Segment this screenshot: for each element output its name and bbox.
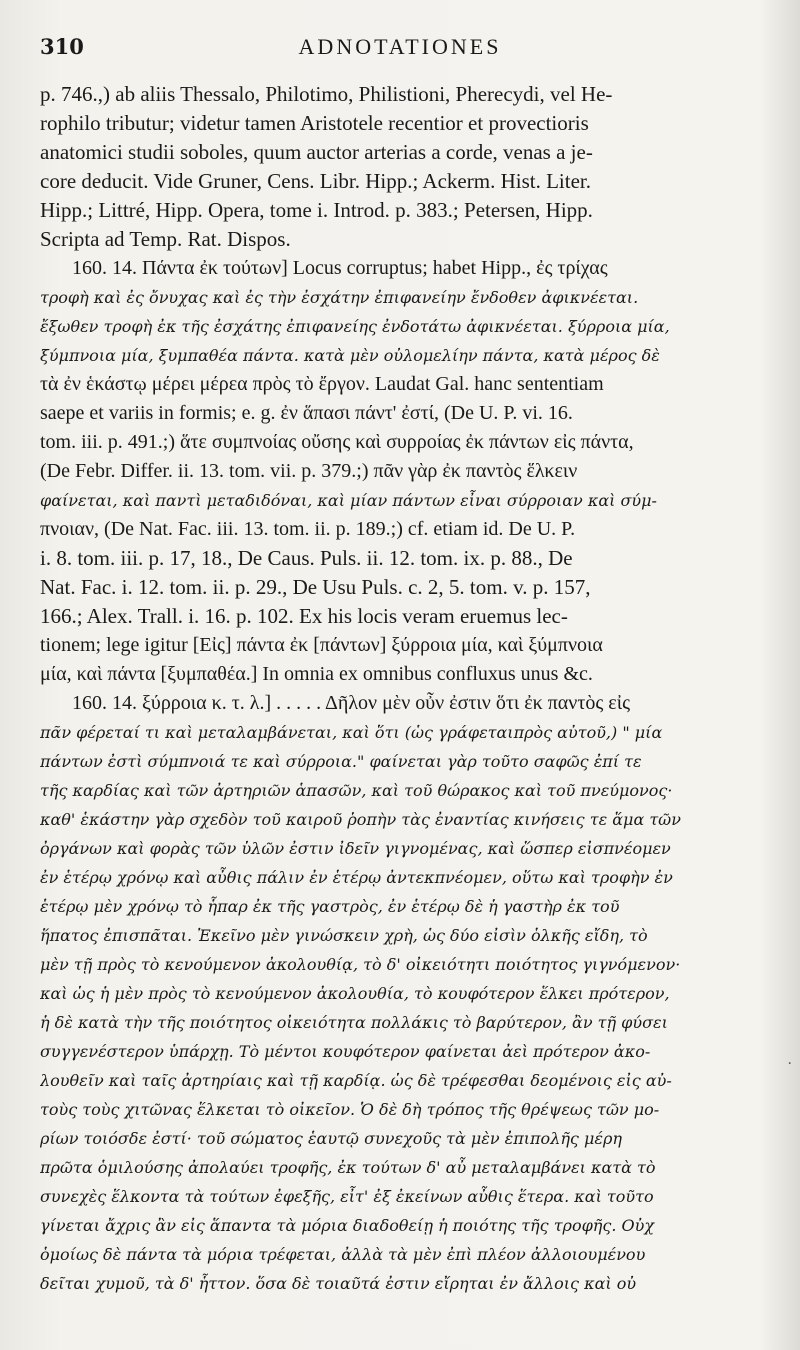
text-line: 160. 14. Πάντα ἐκ τούτων] Locus corruptus; habet Hipp., ἐς τρίχας [72,257,608,279]
text-line: ἥπατος ἐπισπᾶται. Ἐκεῖνο μὲν γινώσκειν χρὴ, ὡς δύο εἰσὶν ὁλκῆς εἴδη, τὸ [40,926,648,945]
text-line: anatomici studii soboles, quum auctor arterias a corde, venas a je- [40,140,593,164]
text-line: ὁμοίως δὲ πάντα τὰ μόρια τρέφεται, ἀλλὰ τὰ μὲν ἐπὶ πλέον ἀλλοιουμένου [40,1245,646,1264]
text-line: λουθεῖν καὶ ταῖς ἀρτηρίαις καὶ τῇ καρδίᾳ. ὡς δὲ τρέφεσθαι δεομένοις εἰς αὐ- [40,1071,672,1090]
text-line: τὰ ἐν ἑκάστῳ μέρει μέρεα πρὸς τὸ ἔργον. Laudat Gal. hanc sententiam [40,373,604,395]
text-line: φαίνεται, καὶ παντὶ μεταδιδόναι, καὶ μίαν πάντων εἶναι σύρροιαν καὶ σύμ- [40,491,657,510]
text-line: μία, καὶ πάντα [ξυμπαθέα.] In omnia ex omnibus confluxus unus &c. [40,663,593,685]
text-line: core deducit. Vide Gruner, Cens. Libr. Hipp.; Ackerm. Hist. Liter. [40,169,591,193]
text-line: πνοιαν, (De Nat. Fac. iii. 13. tom. ii. p. 189.;) cf. etiam id. De U. P. [40,518,576,540]
text-line: 166.; Alex. Trall. i. 16. p. 102. Ex his locis veram eruemus lec- [40,604,568,628]
text-line: tom. iii. p. 491.;) ἅτε συμπνοίας οὔσης καὶ συρροίας ἐκ πάντων εἰς πάντα, [40,431,634,453]
text-line: πᾶν φέρεταί τι καὶ μεταλαμβάνεται, καὶ ὅτι (ὡς γράφεταιπρὸς αὐτοῦ,) " μία [40,723,663,742]
page-header [40,30,760,70]
text-line: δεῖται χυμοῦ, τὰ δ' ἧττον. ὅσα δὲ τοιαῦτά ἐστιν εἴρηται ἐν ἄλλοις καὶ οὐ [40,1274,637,1293]
page-number: 310 [40,34,84,59]
text-line: ἑτέρῳ μὲν χρόνῳ τὸ ἧπαρ ἐκ τῆς γαστρὸς, ἐν ἑτέρῳ δὲ ἡ γαστὴρ ἐκ τοῦ [40,897,620,916]
text-line: ἐν ἑτέρῳ χρόνῳ καὶ αὖθις πάλιν ἐν ἑτέρῳ ἀντεκπνέομεν, οὕτω καὶ τροφὴν ἐν [40,868,673,887]
text-line: συγγενέστερον ὑπάρχῃ. Τὸ μέντοι κουφότερον φαίνεται ἀεὶ πρότερον ἀκο- [40,1042,651,1061]
text-line: saepe et variis in formis; e. g. ἐν ἅπασι πάντ' ἐστί, (De U. P. vi. 16. [40,402,573,424]
text-line: καθ' ἑκάστην γὰρ σχεδὸν τοῦ καιροῦ ῥοπὴν τὰς ἐναντίας κινήσεις τε ἅμα τῶν [40,810,681,829]
text-line: rophilo tributur; videtur tamen Aristotele recentior et provectioris [40,111,589,135]
text-line: καὶ ὡς ἡ μὲν πρὸς τὸ κενούμενον ἀκολουθία, τὸ κουφότερον ἕλκει πρότερον, [40,984,670,1003]
running-head: ADNOTATIONES [298,34,502,59]
text-line: συνεχὲς ἕλκοντα τὰ τούτων ἐφεξῆς, εἶτ' ἐξ ἐκείνων αὖθις ἕτερα. καὶ τοῦτο [40,1187,654,1206]
text-line: ἔξωθεν τροφὴ ἐκ τῆς ἐσχάτης ἐπιφανείης ἐνδοτάτω ἀφικνέεται. ξύρροια μία, [40,317,670,336]
text-line: μὲν τῇ πρὸς τὸ κενούμενον ἀκολουθίᾳ, τὸ δ' οἰκειότητι ποιότητος γιγνόμενον· [40,955,681,974]
text-line: ρίων τοιόσδε ἐστί· τοῦ σώματος ἑαυτῷ συνεχοῦς τὰ μὲν ἐπιπολῆς μέρη [40,1129,622,1148]
text-line: τοὺς τοὺς χιτῶνας ἕλκεται τὸ οἰκεῖον. Ὁ δὲ δὴ τρόπος τῆς θρέψεως τῶν μο- [40,1100,660,1119]
text-line: i. 8. tom. iii. p. 17, 18., De Caus. Puls. ii. 12. tom. ix. p. 88., De [40,546,573,570]
text-line: 160. 14. ξύρροια κ. τ. λ.] . . . . . Δῆλον μὲν οὖν ἐστιν ὅτι ἐκ παντὸς εἰς [72,692,630,714]
text-line: γίνεται ἄχρις ἂν εἰς ἅπαντα τὰ μόρια διαδοθείῃ ἡ ποιότης τῆς τροφῆς. Οὐχ [40,1216,655,1235]
text-line: ἡ δὲ κατὰ τὴν τῆς ποιότητος οἰκειότητα πολλάκις τὸ βαρύτερον, ἂν τῇ φύσει [40,1013,668,1032]
text-line: τροφὴ καὶ ἐς ὄνυχας καὶ ἐς τὴν ἐσχάτην ἐπιφανείην ἔνδοθεν ἀφικνέεται. [40,288,639,307]
text-line: Nat. Fac. i. 12. tom. ii. p. 29., De Usu Puls. c. 2, 5. tom. v. p. 157, [40,575,591,599]
text-line: ξύμπνοια μία, ξυμπαθέα πάντα. κατὰ μὲν οὐλομελίην πάντα, κατὰ μέρος δὲ [40,346,660,365]
text-line: ὀργάνων καὶ φορὰς τῶν ὑλῶν ἐστιν ἰδεῖν γιγνομένας, καὶ ὥσπερ εἰσπνέομεν [40,839,671,858]
margin-mark: . [787,1052,792,1068]
text-line: Hipp.; Littré, Hipp. Opera, tome i. Introd. p. 383.; Petersen, Hipp. [40,198,593,222]
text-line: πρῶτα ὁμιλούσης ἀπολαύει τροφῆς, ἐκ τούτων δ' αὖ μεταλαμβάνει κατὰ τὸ [40,1158,656,1177]
text-line: Scripta ad Temp. Rat. Dispos. [40,227,291,251]
text-line: tionem; lege igitur [Εἰς] πάντα ἐκ [πάντων] ξύρροια μία, καὶ ξύμπνοια [40,634,603,656]
text-line: p. 746.,) ab aliis Thessalo, Philotimo, Philistioni, Pherecydi, vel He- [40,82,613,106]
annotation-text-body [40,80,760,1298]
text-line: (De Febr. Differ. ii. 13. tom. vii. p. 379.;) πᾶν γὰρ ἐκ παντὸς ἕλκειν [40,460,578,482]
text-line: τῆς καρδίας καὶ τῶν ἀρτηριῶν ἁπασῶν, καὶ τοῦ θώρακος καὶ τοῦ πνεύμονος· [40,781,673,800]
text-line: πάντων ἐστὶ σύμπνοιά τε καὶ σύρροια." φαίνεται γὰρ τοῦτο σαφῶς ἐπί τε [40,752,642,771]
